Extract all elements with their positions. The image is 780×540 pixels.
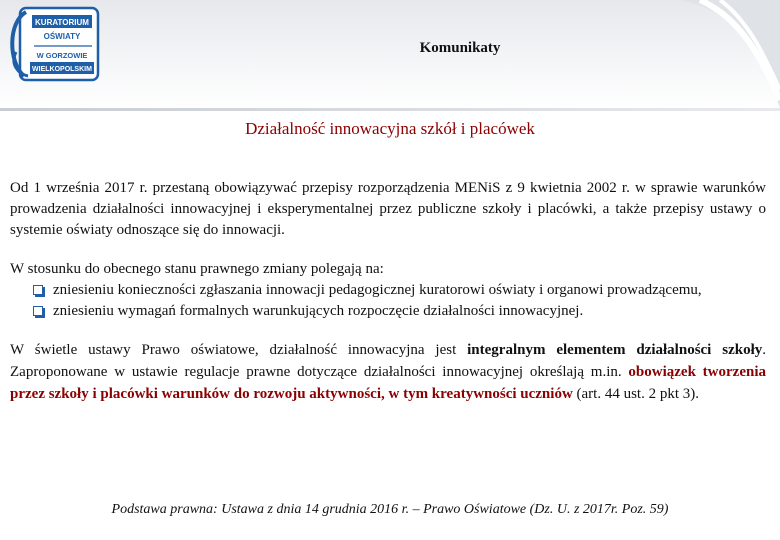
checkbox-bullet-icon — [33, 285, 43, 295]
paragraph-3: W świetle ustawy Prawo oświatowe, działalność innowacyjna jest integralnym elementem działalności szkoły. Zaproponowane w ustawie regulacje prawne dotyczące działalności innowacyjnej określają m.in. obowiązek tworzenia przez szkoły i placówki warunków do rozwoju aktywności, w tym kreatywności uczniów (art. 44 ust. 2 pkt 3). — [10, 342, 766, 402]
emphasis-phrase: obowiązek tworzenia przez szkoły i placówki warunków do rozwoju aktywności, w tym kreatywności uczniów — [10, 364, 766, 402]
svg-text:OŚWIATY: OŚWIATY — [43, 32, 81, 41]
header-title: Komunikaty — [419, 40, 501, 56]
svg-text:W GORZOWIE: W GORZOWIE — [36, 51, 88, 60]
paragraph-2-intro: W stosunku do obecnego stanu prawnego zmiany polegają na: — [10, 261, 384, 277]
legal-basis-footer: Podstawa prawna: Ustawa z dnia 14 grudnia 2016 r. – Prawo Oświatowe (Dz. U. z 2017r. Poz. 59) — [111, 502, 669, 517]
slide-content — [10, 178, 766, 405]
list-item: zniesieniu konieczności zgłaszania innowacji pedagogicznej kuratorowi oświaty i organowi prowadzącemu, — [10, 280, 766, 301]
page-curl-decoration — [660, 0, 780, 108]
bold-phrase: integralnym elementem działalności szkoły — [467, 342, 763, 358]
changes-list — [10, 280, 766, 322]
svg-text:KURATORIUM: KURATORIUM — [35, 18, 89, 27]
checkbox-bullet-icon — [33, 306, 43, 316]
slide-title: Działalność innowacyjna szkół i placówek — [245, 119, 535, 138]
list-item: zniesieniu wymagań formalnych warunkujących rozpoczęcie działalności innowacyjnej. — [10, 301, 766, 322]
paragraph-1: Od 1 września 2017 r. przestaną obowiązywać przepisy rozporządzenia MENiS z 9 kwietnia 2002 r. w sprawie warunków prowadzenia działalności innowacyjnej i eksperymentalnej przez publiczne szkoły i placówki, a także przepisy ustawy o systemie oświaty odnoszące się do innowacji. — [10, 180, 766, 238]
svg-text:WIELKOPOLSKIM: WIELKOPOLSKIM — [32, 66, 92, 73]
header-divider — [0, 108, 780, 111]
